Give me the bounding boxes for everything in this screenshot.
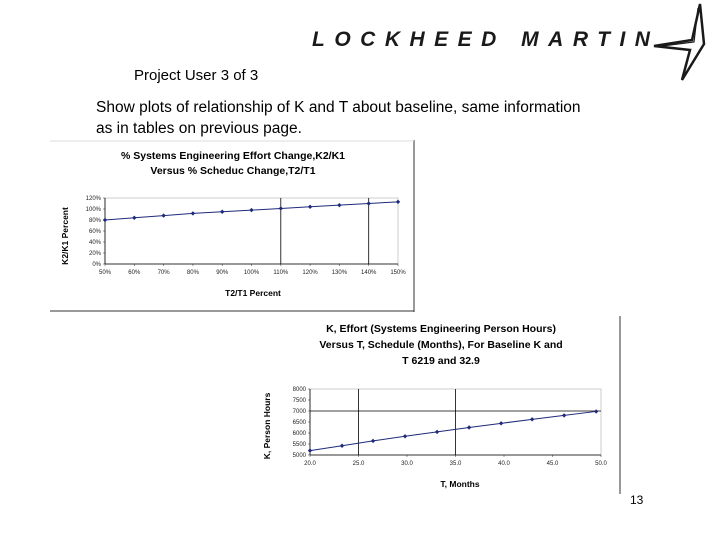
chart1-x-tick-label: 100% xyxy=(243,270,260,276)
chart1-x-tick-label: 140% xyxy=(361,270,377,276)
chart1-x-tick-label: 130% xyxy=(331,270,348,276)
chart2-y-axis-label: K, Person Hours xyxy=(262,392,272,460)
chart2-y-tick-label: 8000 xyxy=(292,387,306,393)
chart2-data-point xyxy=(562,413,566,417)
chart1-y-tick-label: 80% xyxy=(88,218,101,224)
chart2-y-tick-label: 7500 xyxy=(292,398,306,404)
chart2-title-line-1: K, Effort (Systems Engineering Person Hours) xyxy=(326,323,556,335)
page-number: 13 xyxy=(630,493,644,507)
project-user-label: Project User 3 of 3 xyxy=(134,67,259,84)
chart1-y-tick-label: 120% xyxy=(85,196,101,202)
chart1-x-tick-label: 120% xyxy=(302,270,318,276)
chart1-y-axis-label: K2/K1 Percent xyxy=(60,207,70,265)
chart2-data-point xyxy=(467,425,471,429)
chart1-plot-area xyxy=(86,196,407,276)
description-line-1: Show plots of relationship of K and T about baseline, same information xyxy=(96,99,581,116)
chart1-data-point xyxy=(279,206,283,210)
chart2-x-tick-label: 25.0 xyxy=(352,461,365,467)
chart2-x-tick-label: 45.0 xyxy=(546,461,559,467)
chart2-plot-area xyxy=(293,387,608,467)
chart-effort-vs-schedule xyxy=(258,316,624,494)
chart2-data-point xyxy=(530,417,534,421)
chart2-data-point xyxy=(435,430,439,434)
chart2-data-point xyxy=(594,409,598,413)
chart1-x-tick-label: 110% xyxy=(273,270,289,276)
chart1-data-point xyxy=(367,201,371,205)
chart2-x-tick-label: 20.0 xyxy=(304,461,316,467)
chart2-data-point xyxy=(499,421,503,425)
chart1-title-line-2: Versus % Scheduc Change,T2/T1 xyxy=(150,165,316,177)
chart-effort-change-vs-schedule-change xyxy=(50,140,420,312)
chart1-y-tick-label: 60% xyxy=(88,229,101,235)
chart1-data-point xyxy=(132,216,136,220)
chart2-data-point xyxy=(308,448,312,452)
chart2-x-axis-label: T, Months xyxy=(440,479,480,489)
chart1-data-point xyxy=(249,208,253,212)
chart1-x-tick-label: 150% xyxy=(390,270,406,276)
chart1-title-line-1: % Systems Engineering Effort Change,K2/K1 xyxy=(120,150,346,162)
chart1-data-point xyxy=(103,218,107,222)
chart1-data-point xyxy=(191,211,195,215)
chart1-data-point xyxy=(161,213,165,217)
chart1-plot-border xyxy=(105,198,398,264)
chart2-data-point xyxy=(340,444,344,448)
chart2-y-tick-label: 5000 xyxy=(292,453,306,459)
chart1-x-tick-label: 80% xyxy=(186,270,199,276)
company-logo-text: LOCKHEED MARTIN xyxy=(312,28,660,51)
chart2-x-tick-label: 30.0 xyxy=(401,461,413,467)
chart2-data-point xyxy=(371,439,375,443)
chart2-title-line-3: T 6219 and 32.9 xyxy=(402,355,480,367)
chart2-y-tick-label: 6500 xyxy=(292,420,306,426)
chart2-y-tick-label: 5500 xyxy=(292,442,306,448)
chart2-data-point xyxy=(403,434,407,438)
chart2-y-tick-label: 6000 xyxy=(292,431,306,437)
chart1-x-tick-label: 90% xyxy=(216,270,229,276)
chart1-y-tick-label: 100% xyxy=(85,207,101,213)
chart1-y-tick-label: 0% xyxy=(92,262,101,268)
chart1-y-tick-label: 20% xyxy=(88,251,101,257)
chart1-y-tick-label: 40% xyxy=(88,240,101,246)
chart2-x-tick-label: 50.0 xyxy=(595,461,607,467)
chart1-x-tick-label: 60% xyxy=(128,270,141,276)
description-line-2: as in tables on previous page. xyxy=(96,120,302,137)
chart1-data-point xyxy=(337,203,341,207)
chart1-x-tick-label: 50% xyxy=(98,270,112,276)
chart2-x-tick-label: 35.0 xyxy=(449,461,462,467)
chart1-x-tick-label: 70% xyxy=(157,270,170,276)
chart2-title-line-2: Versus T, Schedule (Months), For Baseline K and xyxy=(319,339,563,351)
chart2-x-tick-label: 40.0 xyxy=(498,461,510,467)
chart2-series-line xyxy=(310,411,596,450)
chart2-y-tick-label: 7000 xyxy=(292,409,306,415)
chart1-x-axis-label: T2/T1 Percent xyxy=(225,288,281,298)
chart1-data-point xyxy=(396,200,400,204)
lockheed-star-logo-icon xyxy=(652,2,718,82)
chart1-data-point xyxy=(308,205,312,209)
description-text xyxy=(96,97,696,139)
chart1-data-point xyxy=(220,210,224,214)
